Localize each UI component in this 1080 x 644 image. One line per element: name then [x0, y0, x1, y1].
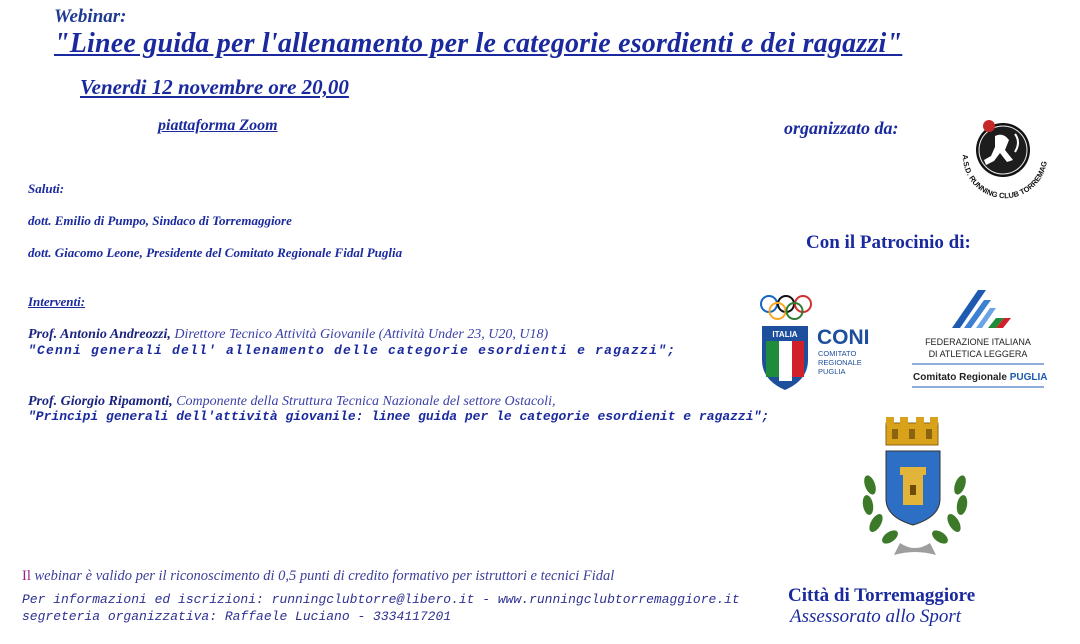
coni-name: CONI — [817, 326, 870, 349]
talks-label: Interventi: — [28, 294, 86, 309]
coni-line: COMITATO — [818, 349, 857, 358]
contact-info: Per informazioni ed iscrizioni: runningclubtorre@libero.it - www.runningclubtorremaggiore.it — [22, 592, 740, 607]
city-name: Città di Torremaggiore — [788, 585, 976, 606]
fidal-region-prefix: Comitato Regionale — [913, 372, 1010, 383]
running-club-logo — [955, 112, 1055, 204]
webinar-label: Webinar: — [54, 6, 127, 27]
greeting-item: dott. Giacomo Leone, Presidente del Comitato Regionale Fidal Puglia — [28, 245, 403, 260]
talk-topic: "Cenni generali dell' allenamento delle categorie esordienti e ragazzi"; — [28, 343, 677, 358]
greetings-label: Saluti: — [28, 181, 65, 196]
talk-role: Direttore Tecnico Attività Giovanile (Attività Under 23, U20, U18) — [170, 327, 549, 342]
fidal-region-name: PUGLIA — [1009, 372, 1048, 383]
torremaggiore-coat-of-arms — [856, 415, 974, 560]
talk-speaker-line — [28, 325, 548, 343]
fidal-line: DI ATLETICA LEGGERA — [928, 349, 1028, 359]
credit-note-text: webinar è valido per il riconoscimento di 0,5 punti di credito formativo per istruttori e tecnici Fidal — [30, 568, 615, 584]
coni-line: PUGLIA — [818, 367, 846, 376]
webinar-title: "Linee guida per l'allenamento per le categorie esordienti e dei ragazzi" — [54, 28, 903, 59]
city-department: Assessorato allo Sport — [790, 606, 962, 627]
patronage-label: Con il Patrocinio di: — [806, 232, 971, 253]
talk-topic: "Principi generali dell'attività giovanile: linee guida per le categorie esordienit e ragazzi"; — [28, 409, 770, 424]
talk-speaker: Prof. Giorgio Ripamonti, — [28, 394, 173, 409]
coni-italia-text: ITALIA — [772, 330, 798, 339]
coni-logo — [756, 292, 886, 392]
coni-line: REGIONALE — [818, 358, 862, 367]
fidal-region-line — [913, 372, 1047, 383]
credit-note — [22, 568, 614, 585]
secretary-info: segreteria organizzativa: Raffaele Luciano - 3334117201 — [22, 609, 452, 624]
greeting-item: dott. Emilio di Pumpo, Sindaco di Torremaggiore — [28, 213, 292, 228]
club-logo-text: A.S.D. RUNNING CLUB TORREMAG — [960, 154, 1049, 201]
organizer-label: organizzato da: — [784, 118, 899, 138]
fidal-logo — [908, 288, 1048, 394]
talk-speaker-line — [28, 392, 555, 410]
talk-role: Componente della Struttura Tecnica Nazionale del settore Ostacoli, — [172, 394, 556, 409]
credit-note-prefix: Il — [22, 568, 31, 584]
fidal-line: FEDERAZIONE ITALIANA — [925, 337, 1031, 347]
event-date-time: Venerdi 12 novembre ore 20,00 — [80, 75, 349, 99]
platform-label: piattaforma Zoom — [158, 117, 278, 134]
talk-speaker: Prof. Antonio Andreozzi, — [28, 327, 171, 342]
